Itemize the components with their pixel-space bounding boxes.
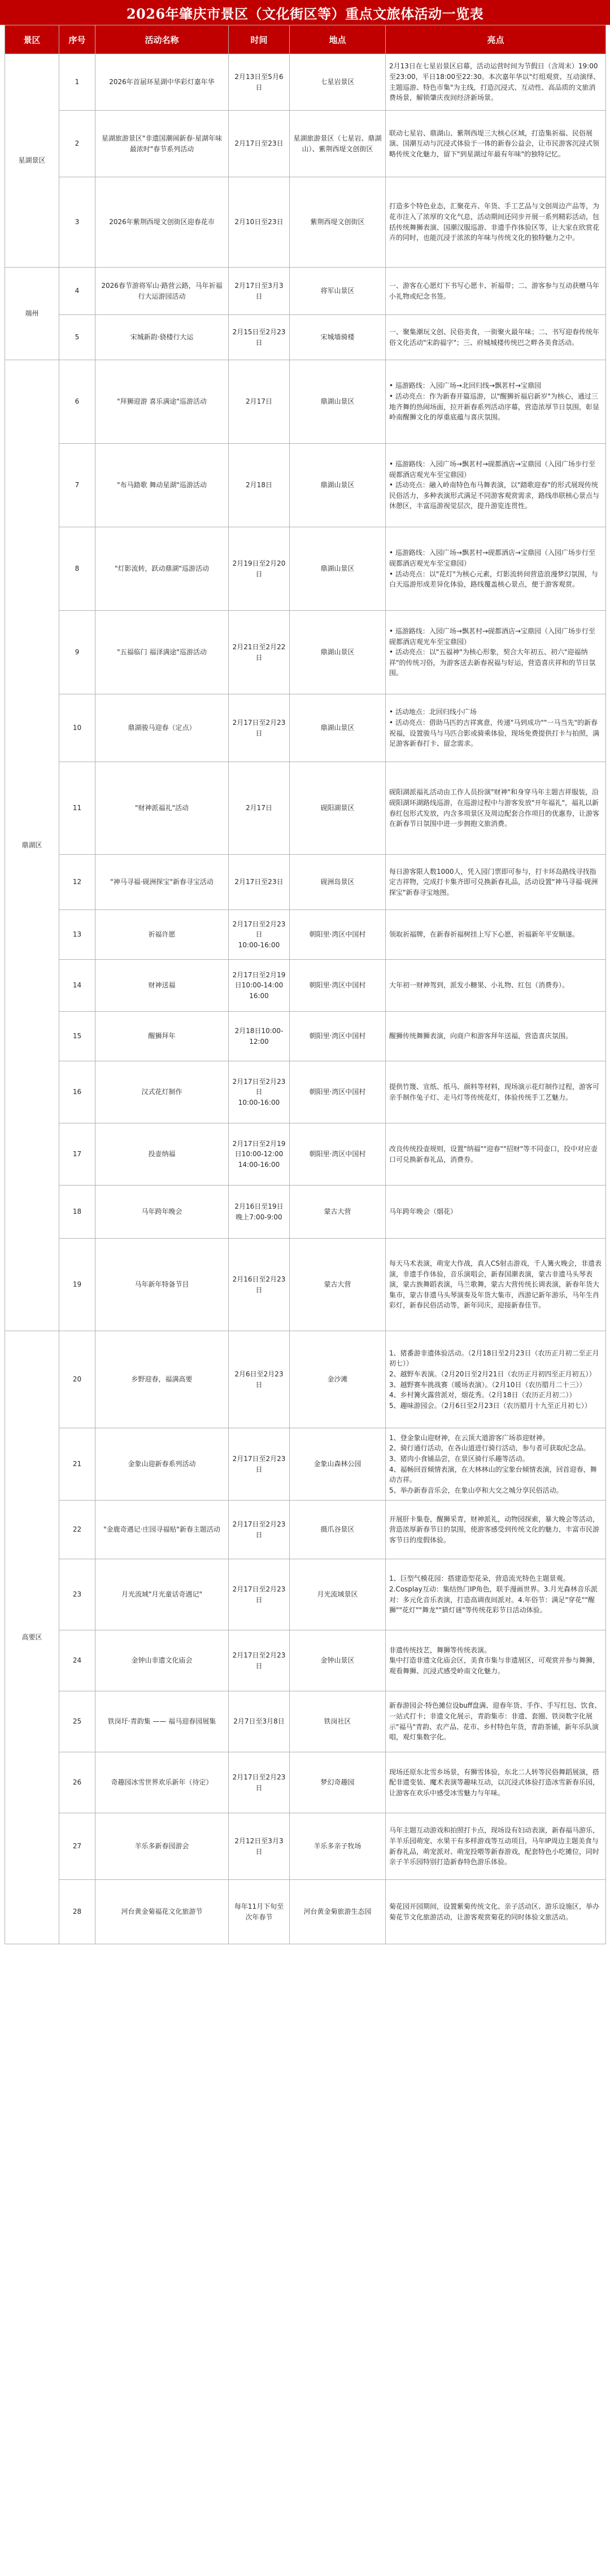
highlights-cell: 醒狮传统舞狮表演，向商户和游客拜年送福，营造喜庆氛围。 [386,1012,606,1061]
table-row [5,1239,606,1331]
activity-name-cell: 2026年紫荆西堤文创街区迎春花市 [95,177,229,268]
time-cell: 2月17日至2月23日 [229,694,290,762]
activity-name-cell: "拜狮迎游 喜乐满途"巡游活动 [95,360,229,444]
table-row [5,1186,606,1239]
number-cell: 16 [59,1061,95,1123]
location-cell: 铁岗社区 [290,1691,386,1752]
highlights-cell: 每天马术表演，萌宠大作战，真人CS射击游戏，千人篝火晚会，非遗表演，非遗手作体验，音乐演唱会，新春国潮表演，蒙古非遗马头琴表演，蒙古族舞蹈表演，马兰歌舞，蒙古大营传统长调表演，新春年货大集市，蒙古非遗马头琴演奏及年货大集市，西游记新年游乐，马年生肖彩灯，新春民俗活动等，新年同庆，迎接新春佳节。 [386,1239,606,1331]
highlights-cell: 非遗传统技艺，舞狮等传统表演。 集中打造非遗文化庙会区，美食市集与非遗展区，可观赏并参与舞狮，观看舞狮、沉浸式感受岭南文化魅力。 [386,1630,606,1691]
region-cell: 高要区 [5,1331,59,1944]
number-cell: 10 [59,694,95,762]
highlights-cell: 砚阳湖派福礼活动由工作人员扮演"财神"和身穿马年主题吉祥服装，沿砚阳湖环湖路线巡游，在巡游过程中与游客发放"开年福礼"，福礼以新春红包形式发放，内含多项景区及周边配套合作项目的优惠券，让游客在新春节日氛围中进一步拥抱文旅消费。 [386,762,606,855]
table-row [5,910,606,960]
number-cell: 8 [59,527,95,611]
location-cell: 紫荆西堤文创街区 [290,177,386,268]
time-cell: 2月10日至23日 [229,177,290,268]
highlights-cell: • 巡游路线：入园广场→飘茗村→砚都酒店→宝鼎园（入园广场步行至砚都酒店观光车至宝鼎园） • 活动亮点：融入岭南特色布马舞表演，以"踏歌迎春"的形式展现传统民俗活力，多种表演形式满足不同游客观赏需求，路线串联核心景点与休憩区，丰富巡游视觉层次，提升游览连贯性。 [386,444,606,527]
time-cell: 每年11月下旬至次年春节 [229,1880,290,1944]
highlights-cell: 开展肝卡集卷，醒狮采青，财神派礼，动物园探索，暴大晚会等活动，营造浓厚新春节日的氛围，使游客感受到传统文化的魅力，丰富市民游客节日的度假体验。 [386,1501,606,1559]
region-cell: 端州 [5,268,59,360]
time-cell: 2月16日至2月23日 [229,1239,290,1331]
table-row [5,177,606,268]
location-cell: 鼎湖山景区 [290,527,386,611]
activity-name-cell: 铁岗圩·青韵集 —— 福马迎春园展集 [95,1691,229,1752]
number-cell: 26 [59,1752,95,1813]
location-cell: 鼎湖山景区 [290,611,386,694]
highlights-cell: 每日游客限人数1000人，凭入园门票即可参与，打卡环岛路线寻找指定吉祥物，完成打卡集齐即可兑换新春礼品，活动设置"神马寻福·砚洲探宝"新春寻宝地图。 [386,855,606,910]
number-cell: 1 [59,54,95,111]
number-cell: 11 [59,762,95,855]
activity-name-cell: 河台黄金菊福花文化旅游节 [95,1880,229,1944]
table-row [5,960,606,1012]
table-row [5,111,606,177]
table-row [5,54,606,111]
activity-name-cell: 奇趣园冰雪世界欢乐新年（待定） [95,1752,229,1813]
table-row [5,1813,606,1880]
activity-name-cell: "神马寻福·砚洲探宝"新春寻宝活动 [95,855,229,910]
table-row [5,1428,606,1501]
highlights-cell: 改良传统投壶规则，设置"纳福""迎春""招财"等不同壶口，投中对应壶口可兑换新春礼品，消费券。 [386,1123,606,1186]
activity-name-cell: "金鹿奇遇记·庄园寻福贴"新春主题活动 [95,1501,229,1559]
activity-name-cell: 乡野迎春，福满高要 [95,1331,229,1428]
table-row [5,1559,606,1630]
number-cell: 17 [59,1123,95,1186]
location-cell: 砚洲岛景区 [290,855,386,910]
highlights-cell: 马年主题互动游戏和拍照打卡点，现场设有妇动表演，新春福马游乐，羊羊乐园萌宠、水果干有多样游戏等互动项目，马年IP周边主题美食与新春礼品，萌宠派对、萌宠投喂等新春游戏，配套特色小吃摊位，同时亲子羊乐园特别打造新春特色游乐体验。 [386,1813,606,1880]
table-row [5,268,606,315]
number-cell: 21 [59,1428,95,1501]
column-header-region: 景区 [5,25,59,54]
highlights-cell: 大年初一财神驾到，派发小糖果、小礼物、红包（消费券）。 [386,960,606,1012]
number-cell: 24 [59,1630,95,1691]
location-cell: 金沙滩 [290,1331,386,1428]
table-row [5,444,606,527]
location-cell: 摄爪谷景区 [290,1501,386,1559]
activity-name-cell: "灯影流转，跃动鼎湖"巡游活动 [95,527,229,611]
page-title: 2026年肇庆市景区（文化街区等）重点文旅体活动一览表 [0,0,610,25]
time-cell: 2月17日至2月23日 [229,1428,290,1501]
location-cell: 鼎湖山景区 [290,694,386,762]
activity-name-cell: 2026年首届环星湖中华彩灯嘉年华 [95,54,229,111]
time-cell: 2月21日至2月22日 [229,611,290,694]
location-cell: 月光流域景区 [290,1559,386,1630]
number-cell: 7 [59,444,95,527]
time-cell: 2月17日至2月23日 10:00-16:00 [229,1061,290,1123]
table-row [5,527,606,611]
activity-name-cell: 金钟山非遗文化庙会 [95,1630,229,1691]
number-cell: 14 [59,960,95,1012]
activity-name-cell: 财神送福 [95,960,229,1012]
table-row [5,360,606,444]
highlights-cell: • 巡游路线：入园广场→飘茗村→砚都酒店→宝鼎园（入园广场步行至砚都酒店观光车至宝鼎园） • 活动亮点：以"花灯"为核心元素，灯影流转间营造浪漫梦幻氛围，与白天巡游形成差异化体验，路线覆盖核心景点，便于游客观赏。 [386,527,606,611]
location-cell: 朝阳里·湾区中国村 [290,910,386,960]
region-cell: 星湖景区 [5,54,59,268]
time-cell: 2月17日 [229,360,290,444]
activity-name-cell: 月光流域"月光童话奇遇记" [95,1559,229,1630]
activity-name-cell: 鼎湖骏马迎春（定点） [95,694,229,762]
location-cell: 星湖旅游景区（七星岩、鼎湖山）、紫荆西堤文创街区 [290,111,386,177]
table-row [5,1501,606,1559]
time-cell: 2月6日至2月23日 [229,1331,290,1428]
table-row [5,611,606,694]
highlights-cell: 现场还原东北雪乡场景，有狮雪体验，东北二人转等民俗舞蹈展演，搭配非遗变装、魔术表演等趣味互动，以沉浸式体验打造冰雪新春乐园，让游客在欢乐中感受冰雪魅力与年味。 [386,1752,606,1813]
highlights-cell: 2月13日在七星岩景区启幕，活动运营时间为节假日（含周末）19:00至23:00，平日18:00至22:30。本次嘉年华以"灯组观赏、互动演绎、主题巡游、特色市集"为主线，打造沉浸式、互动性、高品质的文旅消费场景，解锁肇庆夜间经济新场景。 [386,54,606,111]
column-header-highlights: 亮点 [386,25,606,54]
number-cell: 20 [59,1331,95,1428]
table-row [5,855,606,910]
activity-name-cell: 宋城新韵·骁楼行大运 [95,315,229,360]
highlights-cell: 马年跨年晚会（烟花） [386,1186,606,1239]
time-cell: 2月12日至3月3日 [229,1813,290,1880]
column-header-time: 时间 [229,25,290,54]
number-cell: 6 [59,360,95,444]
location-cell: 朝阳里·湾区中国村 [290,1123,386,1186]
location-cell: 金钟山景区 [290,1630,386,1691]
table-row [5,1880,606,1944]
highlights-cell: 1、登金象山迎财神，在云顶大道游客广场恭迎财神。 2、骑行通行活动，在各山道进行骑行活动，参与者可获取纪念品。 3、猪肉小食铺品尝，在景区骑行乐趣等活动。 4、福畅回首倾情表演，在大林林山的宝象台倾情表演，回首迎春，舞动吉祥。 5、举办新春音乐会，在象山亭和大交之城分享民俗活动。 [386,1428,606,1501]
activity-name-cell: 羊乐多新春园游会 [95,1813,229,1880]
location-cell: 鼎湖山景区 [290,444,386,527]
location-cell: 朝阳里·湾区中国村 [290,1012,386,1061]
column-header-activity-name: 活动名称 [95,25,229,54]
activity-name-cell: 2026春节游将军山·路营云路，马年祈福行大运游园活动 [95,268,229,315]
time-cell: 2月17日至2月19日10:00-12:00 14:00-16:00 [229,1123,290,1186]
time-cell: 2月17日至2月23日 [229,1501,290,1559]
table-row [5,1331,606,1428]
table-row [5,1630,606,1691]
highlights-cell: 联动七星岩、鼎湖山、紫荆西堤三大核心区域，打造集祈福、民俗展演、国潮互动与沉浸式体验于一体的新春公益会，让市民游客沉浸式领略传统文化魅力，留下"到星湖过年最有年味"的独特记忆。 [386,111,606,177]
number-cell: 12 [59,855,95,910]
time-cell: 2月17日至23日 [229,855,290,910]
column-header-location: 地点 [290,25,386,54]
number-cell: 22 [59,1501,95,1559]
location-cell: 梦幻奇趣园 [290,1752,386,1813]
time-cell: 2月17日至23日 [229,111,290,177]
table-row [5,1061,606,1123]
table-row [5,694,606,762]
activity-name-cell: "布马踏歌 舞动星湖"巡游活动 [95,444,229,527]
time-cell: 2月17日至2月23日 [229,1630,290,1691]
location-cell: 金象山森林公园 [290,1428,386,1501]
location-cell: 宋城墙骑楼 [290,315,386,360]
location-cell: 羊乐多亲子牧场 [290,1813,386,1880]
activity-name-cell: 马年新年特备节目 [95,1239,229,1331]
time-cell: 2月19日至2月20日 [229,527,290,611]
highlights-cell: 一、聚集潮玩文创、民俗美食，一街聚火最年味；二、书写迎春传统年俗文化活动"宋韵福字"；三、府城城楼传统巴之畔各美食活动。 [386,315,606,360]
table-header-row [5,25,606,54]
number-cell: 13 [59,910,95,960]
activity-name-cell: 马年跨年晚会 [95,1186,229,1239]
number-cell: 23 [59,1559,95,1630]
table-row [5,1752,606,1813]
highlights-cell: 新春游园会·特色摊位设buff盘满、迎春年货、手作、手写红包、饮食、一站式打卡；非遗文化展示，青韵集市：非遗、套圈、铁岗数字化展示"福马"青韵、农产品、花市、乡村特色年货，青韵茶铺，新年乐队演唱，观灯集数字化。 [386,1691,606,1752]
table-row [5,1691,606,1752]
region-cell: 鼎湖区 [5,360,59,1331]
number-cell: 5 [59,315,95,360]
time-cell: 2月17日至2月23日 [229,1559,290,1630]
time-cell: 2月17日 [229,762,290,855]
highlights-cell: • 活动地点：北回归线小广场 • 活动亮点：借助马匹的吉祥寓意，传递"马到成功""一马当先"的新春祝福，设置骏马与马匹合影或骑乘体验，现场免费提供打卡与拍照，满足游客新春打卡、留念需求。 [386,694,606,762]
activity-name-cell: 金象山迎新春系列活动 [95,1428,229,1501]
highlights-cell: 1、巨型气模花园：搭建造型花朵，营造流光特色主题景观。2.Cosplay互动：集结热门IP角色，联手漫画世界。3.月光森林音乐派对：多元化音乐表演，打造高调夜间派对。4.年俗节：满足"穿花""醒狮""花灯""舞龙""猜灯谜"等传统花彩节日活动体验。 [386,1559,606,1630]
table-row [5,762,606,855]
location-cell: 砚阳湖景区 [290,762,386,855]
number-cell: 4 [59,268,95,315]
location-cell: 将军山景区 [290,268,386,315]
time-cell: 2月17日至2月19日10:00-14:00 16:00 [229,960,290,1012]
number-cell: 19 [59,1239,95,1331]
location-cell: 朝阳里·湾区中国村 [290,1061,386,1123]
activity-name-cell: 祈福许愿 [95,910,229,960]
highlights-cell: • 巡游路线：入园广场→北回归线→飘茗村→宝鼎园 • 活动亮点：作为新春开篇巡游，以"醒狮祈福启新岁"为核心，通过三地齐舞的热闹场面，拉开新春系列活动序幕，营造浓厚节日氛围，彰显岭南醒狮文化的厚重底蕴与喜庆氛围。 [386,360,606,444]
time-cell: 2月17日至3月3日 [229,268,290,315]
activity-name-cell: 汉式花灯制作 [95,1061,229,1123]
time-cell: 2月18日 [229,444,290,527]
activity-name-cell: 星湖旅游景区"非遗国潮闹新春·星湖年味最浓时"春节系列活动 [95,111,229,177]
table-row [5,1123,606,1186]
location-cell: 蒙古大营 [290,1239,386,1331]
number-cell: 9 [59,611,95,694]
highlights-cell: 1、猪番游非遗体验活动。（2月18日至2月23日（农历正月初二至正月初七）） 2、越野车表演。（2月20日至2月21日（农历正月初四至正月初五）） 3、越野赛车挑战赛（暖场表演）。（2月10日（农历腊月二十三）） 4、乡村篝火露营派对，烟花秀。（2月18日（农历正月初二）） 5、趣味游园会。（2月6日至2月23日（农历腊月十九至正月初七）） [386,1331,606,1428]
location-cell: 河台黄金菊旅游生态园 [290,1880,386,1944]
table-body [5,54,606,1944]
number-cell: 15 [59,1012,95,1061]
highlights-cell: • 巡游路线：入园广场→飘茗村→砚都酒店→宝鼎园（入园广场步行至砚都酒店观光车至宝鼎园） • 活动亮点：以"五福神"为核心形象，契合大年初五、初六"迎福纳祥"的传统习俗，为游客送去新春祝福与好运，营造喜庆祥和的节日氛围。 [386,611,606,694]
activity-table [5,25,606,1944]
highlights-cell: 打造多个特色业态，汇聚花卉、年货、手工艺品与文创周边产品等，为花市注入了浓厚的文化气息，活动期间还同步开展一系列精彩活动，包括传统舞狮表演、国潮汉服巡游、非遗手作体验区等，让大家在欣赏花卉的同时，也能沉浸于浓浓的年味与传统文化的独特魅力之中。 [386,177,606,268]
column-header-number: 序号 [59,25,95,54]
time-cell: 2月7日至3月8日 [229,1691,290,1752]
time-cell: 2月18日10:00-12:00 [229,1012,290,1061]
highlights-cell: 提供竹篾、宣纸、纸马、颜料等材料，现场演示花灯制作过程，游客可亲手制作兔子灯、走马灯等传统花灯，体验传统手工艺魅力。 [386,1061,606,1123]
time-cell: 2月17日至2月23日 [229,1752,290,1813]
activity-name-cell: 投壶纳福 [95,1123,229,1186]
time-cell: 2月17日至2月23日 10:00-16:00 [229,910,290,960]
number-cell: 28 [59,1880,95,1944]
highlights-cell: 菊花园开园期间，设置紫菊传统文化、亲子活动区、游乐设施区，举办菊花节文化旅游活动，让游客观赏菊花的同时体验文旅活动。 [386,1880,606,1944]
time-cell: 2月15日至2月23日 [229,315,290,360]
activity-name-cell: "五福临门 福泽满途"巡游活动 [95,611,229,694]
location-cell: 鼎湖山景区 [290,360,386,444]
location-cell: 七星岩景区 [290,54,386,111]
highlights-cell: 一、游客在心愿灯下书写心愿卡、祈福带；二、游客参与互动获赠马年小礼物或纪念书签。 [386,268,606,315]
number-cell: 18 [59,1186,95,1239]
table-row [5,315,606,360]
highlights-cell: 领取祈福牌，在新春祈福树挂上写下心愿，祈福新年平安顺遂。 [386,910,606,960]
activity-name-cell: "财神派福礼"活动 [95,762,229,855]
number-cell: 27 [59,1813,95,1880]
activity-name-cell: 醒狮拜年 [95,1012,229,1061]
number-cell: 3 [59,177,95,268]
number-cell: 25 [59,1691,95,1752]
number-cell: 2 [59,111,95,177]
time-cell: 2月13日至5月6日 [229,54,290,111]
location-cell: 朝阳里·湾区中国村 [290,960,386,1012]
table-row [5,1012,606,1061]
time-cell: 2月16日至19日晚上7:00-9:00 [229,1186,290,1239]
location-cell: 蒙古大营 [290,1186,386,1239]
